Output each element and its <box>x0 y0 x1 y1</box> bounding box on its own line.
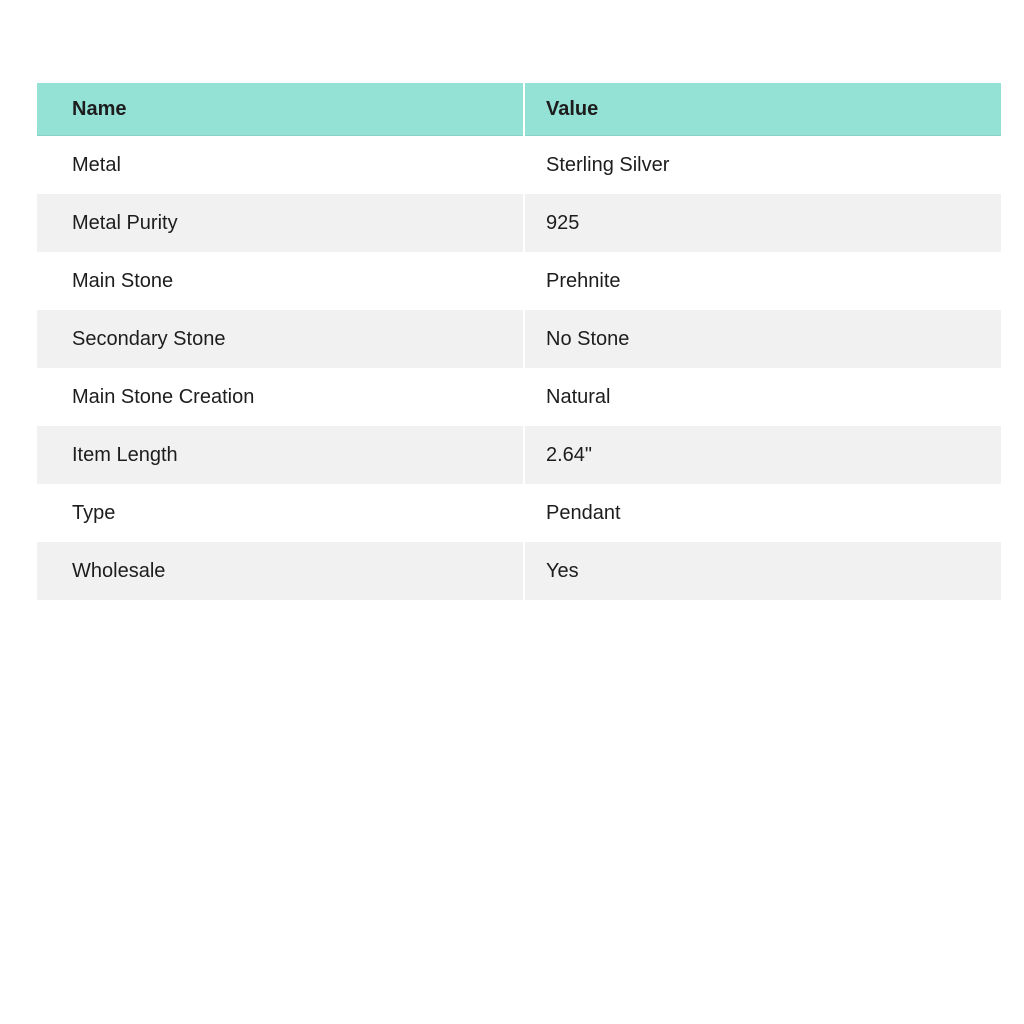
table-row <box>37 484 1001 542</box>
table-header-row <box>37 83 1001 136</box>
attribute-name-cell: Main Stone Creation <box>72 385 255 408</box>
table-row <box>37 368 1001 426</box>
attribute-value-cell: 925 <box>523 194 1001 252</box>
attribute-value-cell: Yes <box>523 542 1001 600</box>
attribute-name-cell: Wholesale <box>72 559 166 582</box>
attribute-name-cell: Secondary Stone <box>72 327 226 350</box>
table-row <box>37 252 1001 310</box>
attribute-value-cell: Sterling Silver <box>523 136 1001 194</box>
attribute-value-cell: No Stone <box>523 310 1001 368</box>
product-attributes-table <box>37 83 1001 600</box>
table-row <box>37 194 1001 252</box>
attribute-value-cell: Pendant <box>523 484 1001 542</box>
column-header-name: Name <box>72 98 127 120</box>
attribute-name-cell: Metal Purity <box>72 211 178 234</box>
attribute-value-cell: Natural <box>523 368 1001 426</box>
table-body <box>37 136 1001 600</box>
attribute-name-cell: Type <box>72 501 116 524</box>
table-row <box>37 136 1001 194</box>
attribute-name-cell: Item Length <box>72 443 178 466</box>
table-row <box>37 426 1001 484</box>
attribute-name-cell: Metal <box>72 153 121 176</box>
attribute-value-cell: Prehnite <box>523 252 1001 310</box>
column-header-value: Value <box>523 83 1001 136</box>
table-row <box>37 542 1001 600</box>
attribute-name-cell: Main Stone <box>72 269 174 292</box>
attribute-value-cell: 2.64" <box>523 426 1001 484</box>
table-row <box>37 310 1001 368</box>
